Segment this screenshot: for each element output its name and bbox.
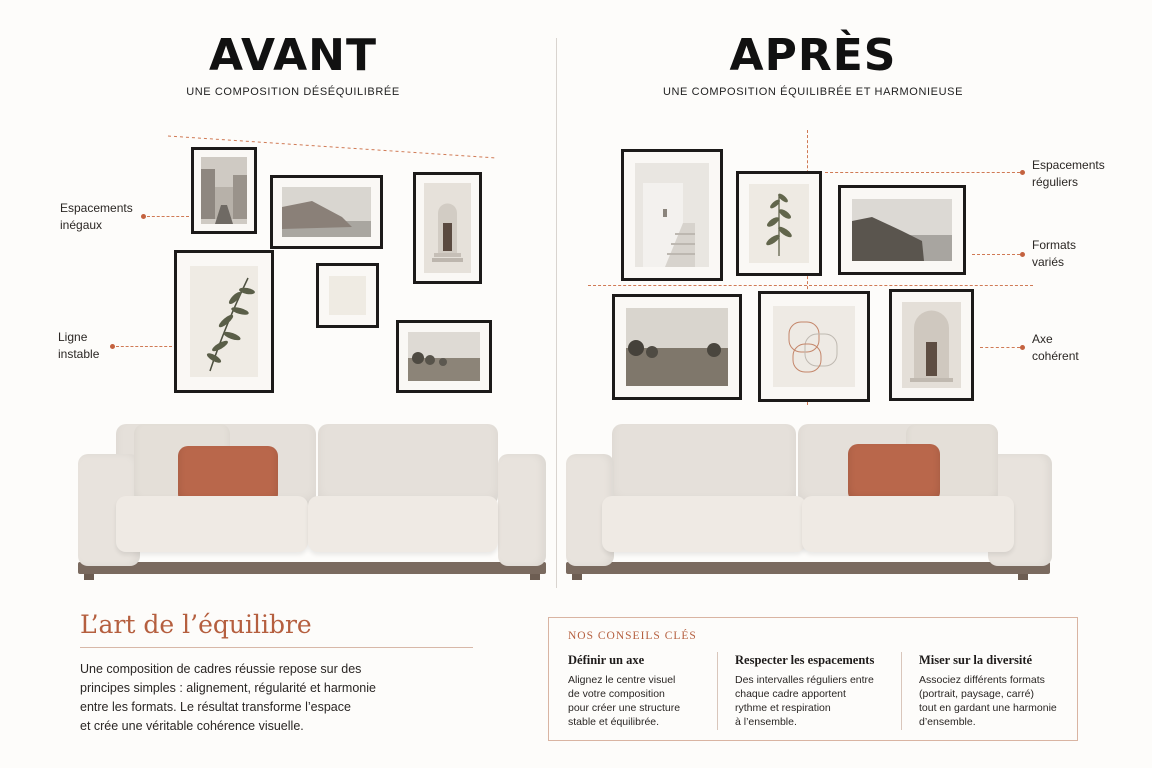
- coast-cliff-photo-icon: [852, 199, 952, 261]
- frame-coast-cliff: [838, 185, 966, 275]
- callout-coherent-axis: Axe cohérent: [1032, 332, 1079, 363]
- title-rule: [80, 647, 473, 648]
- frame-olive-sprig: [736, 171, 822, 276]
- tip-title-axis: Définir un axe: [568, 653, 645, 667]
- unstable-line-indicator: [0, 0, 560, 200]
- callout-uneven-spacing: Espacements inégaux: [60, 201, 133, 232]
- callout-leader: [972, 254, 1020, 255]
- callout-varied-formats: Formats variés: [1032, 238, 1077, 269]
- callout-dot: [1020, 170, 1025, 175]
- callout-dot: [1020, 252, 1025, 257]
- tip-text-diversity: Associez différents formats (portrait, paysage, carré) tout en gardant une harmonie d’ensemble.: [919, 674, 1057, 728]
- tip-title-diversity: Miser sur la diversité: [919, 653, 1033, 667]
- frame-arch: [413, 172, 482, 284]
- arch-doorway-photo-icon: [424, 183, 471, 273]
- callout-leader: [825, 172, 1020, 173]
- frame-landscape: [612, 294, 742, 400]
- apres-subtitle: UNE COMPOSITION ÉQUILIBRÉE ET HARMONIEUSE: [662, 86, 964, 98]
- callout-regular-spacing: Espacements réguliers: [1032, 158, 1105, 189]
- tip-separator: [901, 652, 902, 730]
- frame-blank-square: [316, 263, 379, 328]
- street-photo-icon: [201, 157, 247, 224]
- avant-subtitle: UNE COMPOSITION DÉSÉQUILIBRÉE: [186, 86, 400, 98]
- tip-separator: [717, 652, 718, 730]
- coast-photo-icon: [282, 187, 371, 237]
- frame-abstract: [758, 291, 870, 402]
- callout-dot: [1020, 345, 1025, 350]
- article-title: L’art de l’équilibre: [80, 610, 312, 639]
- avant-title: AVANT: [208, 30, 378, 81]
- horizontal-axis: [588, 285, 1033, 286]
- abstract-line-print-icon: [773, 306, 855, 387]
- blank-square-print-icon: [329, 276, 366, 315]
- trees-landscape-photo-icon: [408, 332, 480, 381]
- callout-dot: [141, 214, 146, 219]
- callout-unstable-line: Ligne instable: [58, 330, 100, 361]
- tips-heading: NOS CONSEILS CLÉS: [568, 630, 697, 642]
- tip-text-spacing: Des intervalles réguliers entre chaque cadre apportent rythme et respiration à l’ensemble.: [735, 674, 874, 728]
- sofa-apres: [566, 420, 1052, 585]
- terracotta-pillow: [848, 444, 940, 502]
- callout-leader: [980, 347, 1020, 348]
- tip-text-axis: Alignez le centre visuel de votre composition pour créer une structure stable et équilibrée.: [568, 674, 681, 728]
- trees-landscape-photo-icon: [626, 308, 728, 386]
- frame-arch-door: [889, 289, 974, 401]
- sofa-avant: [78, 420, 546, 585]
- callout-leader: [116, 346, 172, 347]
- olive-branch-print-icon: [190, 266, 258, 377]
- arch-doorway-photo-icon: [902, 302, 961, 388]
- frame-street: [191, 147, 257, 234]
- apres-title: APRÈS: [729, 30, 897, 81]
- tip-title-spacing: Respecter les espacements: [735, 653, 875, 667]
- tips-box: [548, 617, 1078, 741]
- callout-dot: [110, 344, 115, 349]
- frame-coast: [270, 175, 383, 249]
- frame-white-stairs: [621, 149, 723, 281]
- white-stairs-photo-icon: [635, 163, 709, 267]
- callout-leader: [147, 216, 189, 217]
- frame-trees: [396, 320, 492, 393]
- olive-sprig-print-icon: [749, 184, 809, 263]
- frame-olive: [174, 250, 274, 393]
- article-body: Une composition de cadres réussie repose sur des principes simples : alignement, régularité et harmonie entre les formats. Le résultat transforme l’espace et crée une véritable cohérence visuelle.: [80, 662, 376, 733]
